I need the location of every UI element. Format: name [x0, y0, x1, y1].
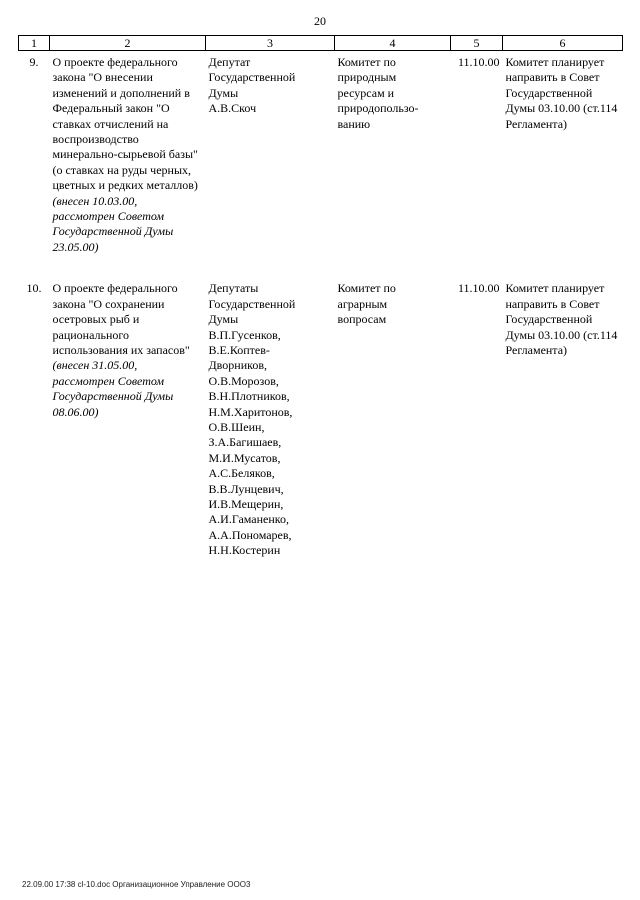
- page-number: 20: [314, 14, 326, 28]
- document-footer: 22.09.00 17:38 cl-10.doc Организационное Управление ООО3: [22, 880, 251, 889]
- bill-author: Депутаты Государственной Думы В.П.Гусенков, В.Е.Коптев- Дворников, О.В.Морозов, В.Н.Плотников, Н.М.Харитонов, О.В.Шеин, З.А.Багишаев, М.И.Мусатов, А.С.Беляков, В.В.Лунцевич, И.В.Мещерин, А.И.Гаманенко, А.А.Пономарев, Н.Н.Костерин: [208, 281, 296, 558]
- bill-date: 11.10.00: [457, 55, 500, 69]
- bill-date: 11.10.00: [457, 281, 500, 296]
- bill-cell: [50, 51, 206, 256]
- table-row: [19, 277, 623, 558]
- bills-table: [18, 35, 623, 559]
- bill-author: Депутат Государственной Думы А.В.Скоч: [208, 55, 296, 116]
- table-row: [19, 51, 623, 256]
- row-number: 9.: [29, 55, 39, 69]
- bill-note: (внесен 31.05.00, рассмотрен Советом Государственной Думы 08.06.00): [52, 358, 174, 419]
- bill-note: (внесен 10.03.00, рассмотрен Советом Государственной Думы 23.05.00): [52, 193, 174, 254]
- column-number-1: 1: [19, 36, 50, 51]
- bill-committee: Комитет по аграрным вопросам: [337, 281, 396, 327]
- column-number-3: 3: [206, 36, 335, 51]
- bill-committee: Комитет по природным ресурсам и природопользо- ванию: [337, 55, 419, 131]
- column-number-5: 5: [451, 36, 503, 51]
- column-number-2: 2: [50, 36, 206, 51]
- bill-cell: [50, 277, 206, 558]
- column-number-row: [19, 36, 623, 51]
- bill-action: Комитет планирует направить в Совет Государственной Думы 03.10.00 (ст.114 Регламента): [505, 281, 618, 357]
- row-spacer: [19, 255, 623, 277]
- column-number-4: 4: [335, 36, 451, 51]
- bill-action: Комитет планирует направить в Совет Государственной Думы 03.10.00 (ст.114 Регламента): [505, 55, 618, 131]
- row-number: 10.: [26, 281, 42, 296]
- column-number-6: 6: [503, 36, 623, 51]
- bill-title: О проекте федерального закона "О внесении изменений и дополнений в Федеральный закон "О ставках отчислений на воспроизводство минерально-сырьевой базы" (о ставках на руды черных, цветных и редких металлов): [52, 55, 198, 193]
- bill-title: О проекте федерального закона "О сохранении осетровых рыб и рационального использования их запасов": [52, 281, 190, 357]
